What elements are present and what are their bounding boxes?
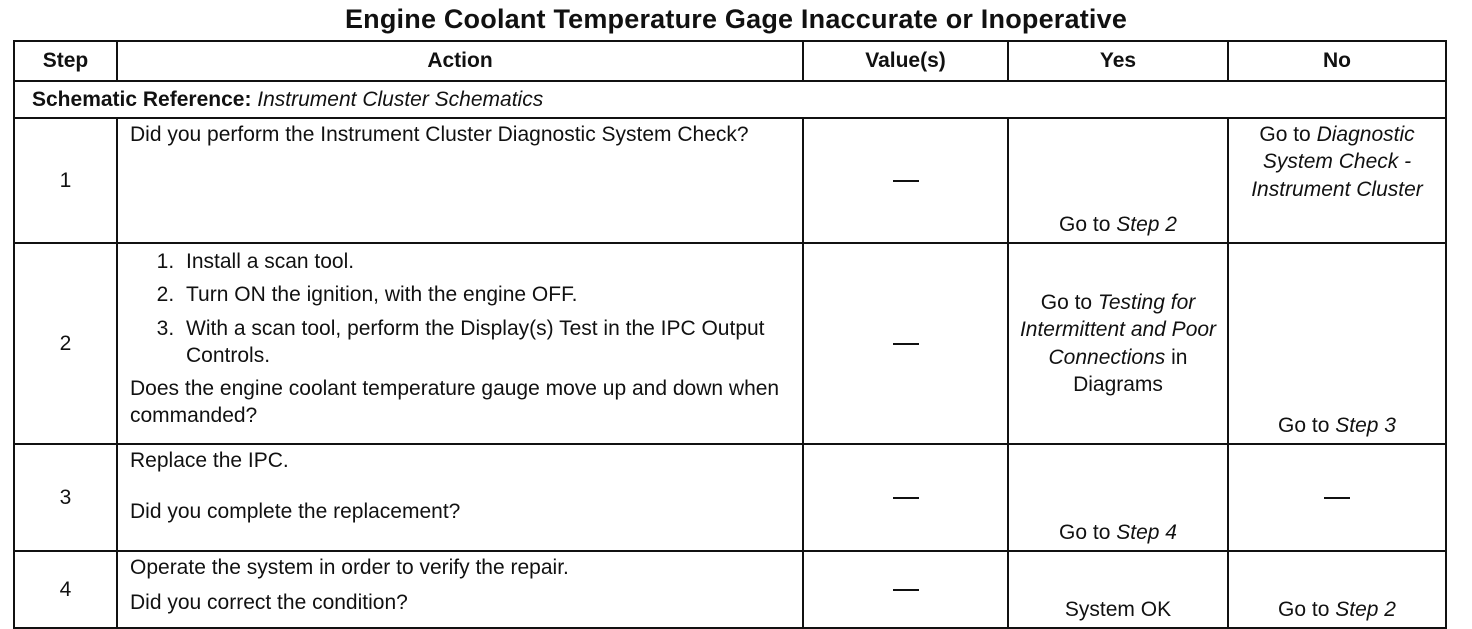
- list-item: 2. Turn ON the ignition, with the engine OFF.: [180, 281, 792, 308]
- schematic-ref-link[interactable]: Instrument Cluster Schematics: [257, 87, 544, 111]
- step-no: [1228, 118, 1446, 243]
- yes-prefix: Go to: [1059, 212, 1111, 236]
- table-row: [14, 118, 1446, 243]
- no-link[interactable]: Diagnostic System Check - Instrument Cluster: [1251, 123, 1423, 201]
- header-step: Step: [14, 41, 117, 81]
- no-prefix: Go to: [1259, 123, 1311, 146]
- list-item: 1. Install a scan tool.: [180, 248, 792, 275]
- no-dash: [1324, 497, 1350, 499]
- step-value: [803, 444, 1008, 551]
- yes-prefix: Go to: [1040, 290, 1093, 314]
- step-number: 2: [14, 243, 117, 444]
- header-no: No: [1228, 41, 1446, 81]
- no-link[interactable]: Step 3: [1335, 413, 1396, 437]
- yes-suffix: in Diagrams: [1073, 345, 1188, 396]
- step-value: [803, 243, 1008, 444]
- table-row: [14, 551, 1446, 628]
- step-no: [1228, 444, 1446, 551]
- spacer: [130, 581, 792, 589]
- table-row: [14, 243, 1446, 444]
- step-action: Did you perform the Instrument Cluster Diagnostic System Check?: [117, 118, 803, 243]
- yes-link[interactable]: Step 4: [1116, 520, 1177, 544]
- table-row: [14, 444, 1446, 551]
- spacer: [130, 474, 792, 498]
- value-dash: [893, 343, 919, 345]
- step-no: [1228, 551, 1446, 628]
- schematic-label: Schematic Reference:: [32, 87, 252, 111]
- step-yes: System OK: [1008, 551, 1228, 628]
- no-prefix: Go to: [1278, 413, 1330, 437]
- header-row: [14, 41, 1446, 81]
- schematic-row: [14, 81, 1446, 118]
- action-list: [130, 248, 792, 369]
- yes-link[interactable]: Testing for Intermittent and Poor Connections: [1019, 290, 1217, 369]
- yes-prefix: Go to: [1059, 520, 1111, 544]
- list-item: 3. With a scan tool, perform the Display(s) Test in the IPC Output Controls.: [180, 315, 792, 370]
- step-value: [803, 118, 1008, 243]
- header-yes: Yes: [1008, 41, 1228, 81]
- header-action: Action: [117, 41, 803, 81]
- step-no: [1228, 243, 1446, 444]
- yes-link[interactable]: Step 2: [1116, 212, 1177, 236]
- header-values: Value(s): [803, 41, 1008, 81]
- value-dash: [893, 589, 919, 591]
- schematic-reference: [14, 81, 1446, 118]
- no-prefix: Go to: [1278, 597, 1330, 621]
- page-title: Engine Coolant Temperature Gage Inaccurate or Inoperative: [344, 4, 1128, 34]
- step-yes: [1008, 243, 1228, 444]
- step-value: [803, 551, 1008, 628]
- step-number: 3: [14, 444, 117, 551]
- step-action: [117, 243, 803, 444]
- step-yes: [1008, 444, 1228, 551]
- value-dash: [893, 497, 919, 499]
- step-action: [117, 551, 803, 628]
- step-question: Did you correct the condition?: [130, 591, 408, 615]
- step-instruction: Replace the IPC.: [130, 449, 289, 472]
- step-yes: [1008, 118, 1228, 243]
- step-action: [117, 444, 803, 551]
- step-question: Did you complete the replacement?: [130, 500, 461, 524]
- diagnostic-table: [13, 40, 1447, 629]
- step-number: 1: [14, 118, 117, 243]
- value-dash: [893, 180, 919, 182]
- step-number: 4: [14, 551, 117, 628]
- step-instruction: Operate the system in order to verify the repair.: [130, 556, 569, 579]
- step-question: Does the engine coolant temperature gauge move up and down when commanded?: [130, 377, 780, 428]
- no-link[interactable]: Step 2: [1335, 597, 1396, 621]
